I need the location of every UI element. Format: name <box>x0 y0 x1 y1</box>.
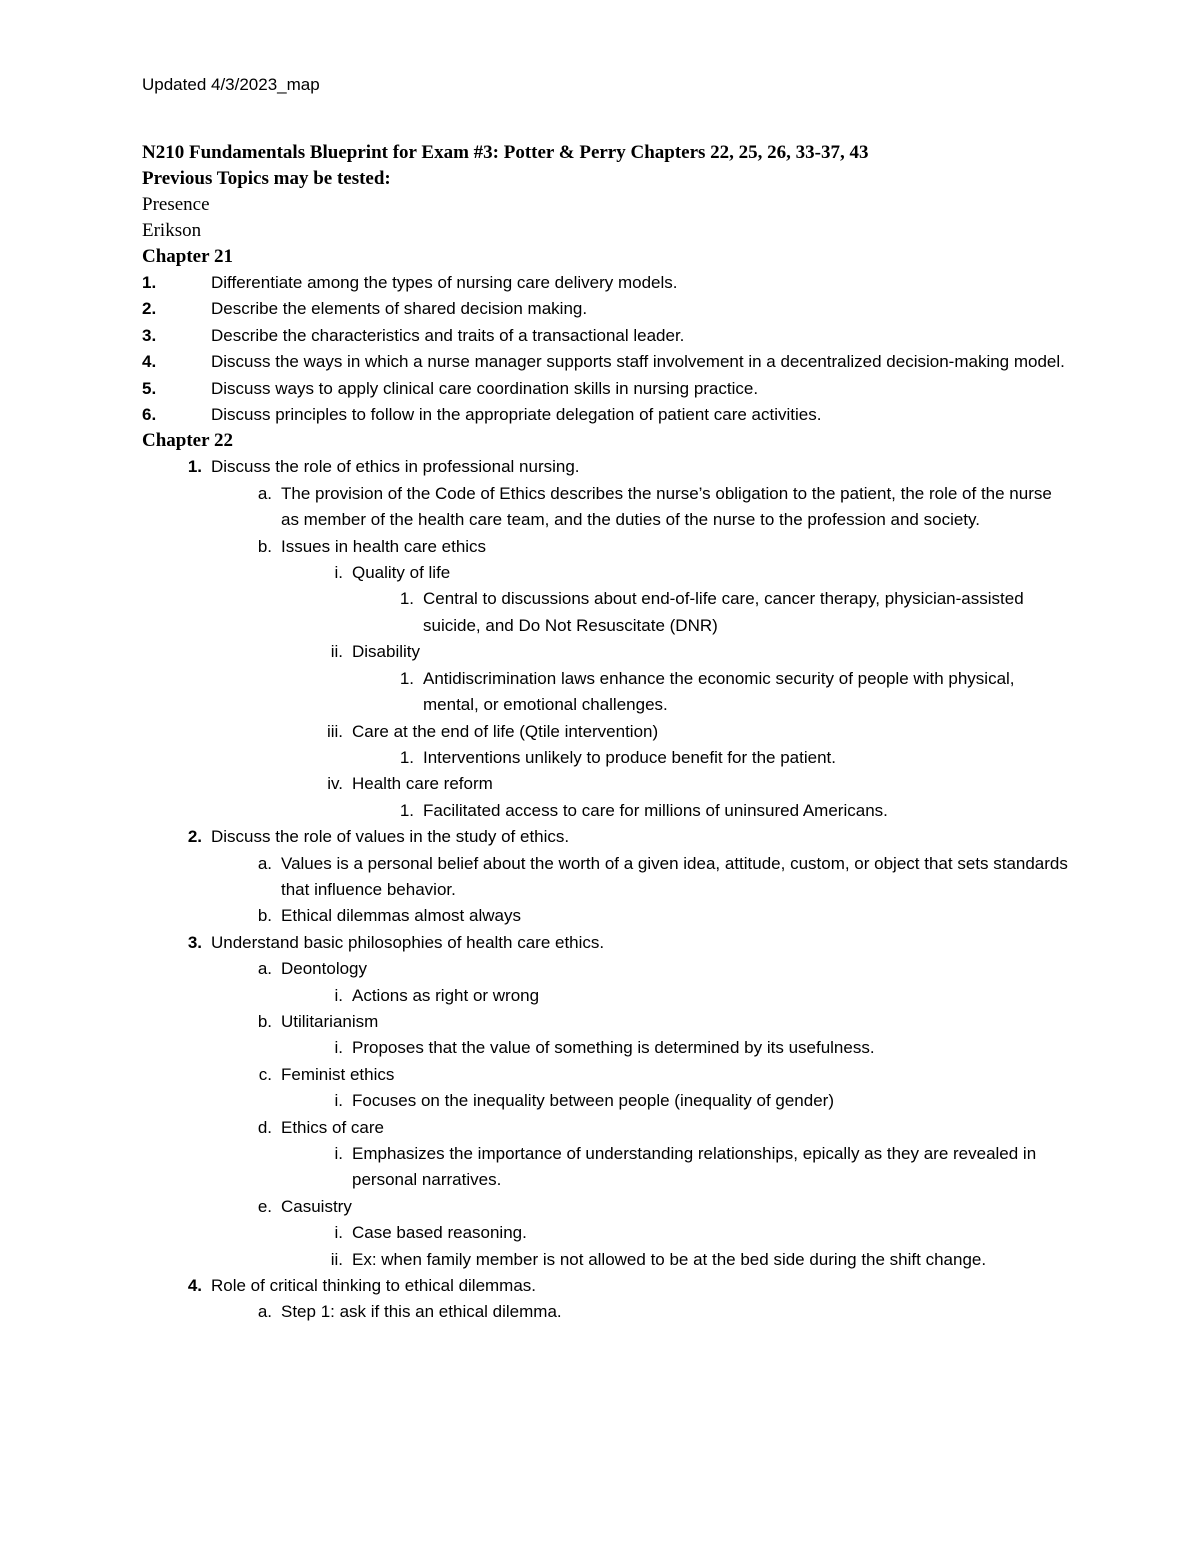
outline-item <box>142 956 1072 982</box>
outline-text: Values is a personal belief about the worth of a given idea, attitude, custom, or object that sets standards that influence behavior. <box>281 853 1068 899</box>
outline-item <box>142 719 1072 745</box>
list-marker: b. <box>257 1011 272 1031</box>
outline-item <box>142 745 1072 771</box>
list-marker: a. <box>257 483 272 503</box>
list-marker: 1. <box>399 668 414 688</box>
objective-text: Discuss the ways in which a nurse manager supports staff involvement in a decentralized decision-making model. <box>211 352 1065 372</box>
outline-text: Step 1: ask if this an ethical dilemma. <box>281 1302 562 1322</box>
outline-item <box>142 666 1072 719</box>
chapter-21-list <box>142 270 1072 428</box>
list-marker: 4. <box>187 1276 202 1296</box>
list-marker: b. <box>257 536 272 556</box>
outline-item <box>142 1220 1072 1246</box>
objective-item <box>142 323 1072 349</box>
outline-text: Discuss the role of values in the study of ethics. <box>211 827 570 847</box>
list-marker: e. <box>257 1196 272 1216</box>
outline-text: Ethics of care <box>281 1117 384 1137</box>
outline-item <box>142 481 1072 534</box>
outline-item <box>142 1273 1072 1299</box>
outline-text: Utilitarianism <box>281 1011 379 1031</box>
outline-text: Emphasizes the importance of understanding relationships, epically as they are revealed in personal narratives. <box>352 1144 1037 1190</box>
list-marker: i. <box>334 1038 343 1058</box>
updated-header: Updated 4/3/2023_map <box>142 75 320 94</box>
outline-item <box>142 1009 1072 1035</box>
list-marker: 1. <box>399 800 414 820</box>
list-marker: 3. <box>142 325 157 345</box>
outline-item <box>142 1115 1072 1141</box>
outline-text: Role of critical thinking to ethical dilemmas. <box>211 1276 537 1296</box>
outline-item <box>142 1088 1072 1114</box>
objective-item <box>142 402 1072 428</box>
outline-text: Facilitated access to care for millions of uninsured Americans. <box>423 800 888 820</box>
list-marker: c. <box>258 1064 272 1084</box>
outline-text: Quality of life <box>352 563 451 583</box>
outline-item <box>142 798 1072 824</box>
outline-item <box>142 1194 1072 1220</box>
outline-text: Care at the end of life (Qtile intervention) <box>352 721 659 741</box>
outline-item <box>142 851 1072 904</box>
objective-text: Describe the elements of shared decision making. <box>211 299 588 319</box>
document-title: N210 Fundamentals Blueprint for Exam #3: Potter & Perry Chapters 22, 25, 26, 33-37, 43 <box>142 142 869 163</box>
list-marker: 1. <box>187 457 202 477</box>
list-marker: 2. <box>187 827 202 847</box>
outline-item <box>142 983 1072 1009</box>
outline-text: Ethical dilemmas almost always <box>281 906 521 926</box>
outline-text: Casuistry <box>281 1196 352 1216</box>
list-marker: 1. <box>399 589 414 609</box>
list-marker: a. <box>257 853 272 873</box>
objective-item <box>142 296 1072 322</box>
outline-item <box>142 639 1072 665</box>
list-marker: ii. <box>330 1249 343 1269</box>
outline-item <box>142 454 1072 480</box>
outline-text: Interventions unlikely to produce benefit for the patient. <box>423 747 836 767</box>
previous-topics-heading: Previous Topics may be tested: <box>142 168 391 189</box>
list-marker: 5. <box>142 378 157 398</box>
outline-text: Understand basic philosophies of health care ethics. <box>211 932 605 952</box>
outline-text: Antidiscrimination laws enhance the economic security of people with physical, mental, or emotional challenges. <box>423 668 1015 715</box>
chapter-22-heading: Chapter 22 <box>142 430 233 452</box>
outline-item <box>142 1035 1072 1061</box>
outline-item <box>142 771 1072 797</box>
list-marker: b. <box>257 906 272 926</box>
list-marker: 3. <box>187 932 202 952</box>
outline-text: Health care reform <box>352 774 493 794</box>
outline-text: Proposes that the value of something is determined by its usefulness. <box>352 1038 875 1058</box>
list-marker: 6. <box>142 405 157 425</box>
outline-item <box>142 903 1072 929</box>
outline-item <box>142 1299 1072 1325</box>
objective-text: Discuss principles to follow in the appropriate delegation of patient care activities. <box>211 405 822 425</box>
outline-text: Ex: when family member is not allowed to be at the bed side during the shift change. <box>352 1249 987 1269</box>
outline-text: Discuss the role of ethics in professional nursing. <box>211 457 580 477</box>
objective-item <box>142 270 1072 296</box>
list-marker: a. <box>257 959 272 979</box>
objective-item <box>142 376 1072 402</box>
chapter-22-outline <box>142 454 1072 1325</box>
outline-text: Case based reasoning. <box>352 1223 527 1243</box>
list-marker: i. <box>334 1223 343 1243</box>
outline-item <box>142 1141 1072 1194</box>
outline-text: Disability <box>352 642 421 662</box>
objective-text: Differentiate among the types of nursing care delivery models. <box>211 273 678 292</box>
chapter-21-heading: Chapter 21 <box>142 246 233 267</box>
objective-text: Describe the characteristics and traits of a transactional leader. <box>211 325 685 345</box>
list-marker: i. <box>334 563 343 583</box>
previous-topic-item: Presence <box>142 194 210 215</box>
outline-item <box>142 824 1072 850</box>
outline-item <box>142 1247 1072 1273</box>
document-body <box>142 140 1072 1326</box>
outline-item <box>142 586 1072 639</box>
list-marker: 4. <box>142 352 157 372</box>
outline-text: Issues in health care ethics <box>281 536 487 556</box>
objective-text: Discuss ways to apply clinical care coordination skills in nursing practice. <box>211 378 759 398</box>
outline-item <box>142 1062 1072 1088</box>
list-marker: iv. <box>327 774 343 794</box>
list-marker: 2. <box>142 299 157 319</box>
list-marker: a. <box>257 1302 272 1322</box>
outline-text: Feminist ethics <box>281 1064 395 1084</box>
outline-text: Deontology <box>281 959 368 979</box>
list-marker: i. <box>334 985 343 1005</box>
list-marker: i. <box>334 1144 343 1163</box>
list-marker: i. <box>334 1091 343 1111</box>
outline-text: Central to discussions about end-of-life care, cancer therapy, physician-assisted suicide, and Do Not Resuscitate (DNR) <box>423 589 1024 635</box>
outline-text: Focuses on the inequality between people (inequality of gender) <box>352 1091 834 1111</box>
outline-text: Actions as right or wrong <box>352 985 540 1005</box>
objective-item <box>142 349 1072 375</box>
outline-item <box>142 930 1072 956</box>
list-marker: d. <box>257 1117 272 1137</box>
list-marker: ii. <box>330 642 343 662</box>
outline-text: The provision of the Code of Ethics describes the nurse’s obligation to the patient, the role of the nurse as member of the health care team, and the duties of the nurse to the profession and society. <box>281 483 1052 530</box>
list-marker: 1. <box>142 273 157 292</box>
outline-item <box>142 560 1072 586</box>
list-marker: iii. <box>326 721 343 741</box>
previous-topic-item: Erikson <box>142 220 202 241</box>
list-marker: 1. <box>399 747 414 767</box>
outline-item <box>142 534 1072 560</box>
